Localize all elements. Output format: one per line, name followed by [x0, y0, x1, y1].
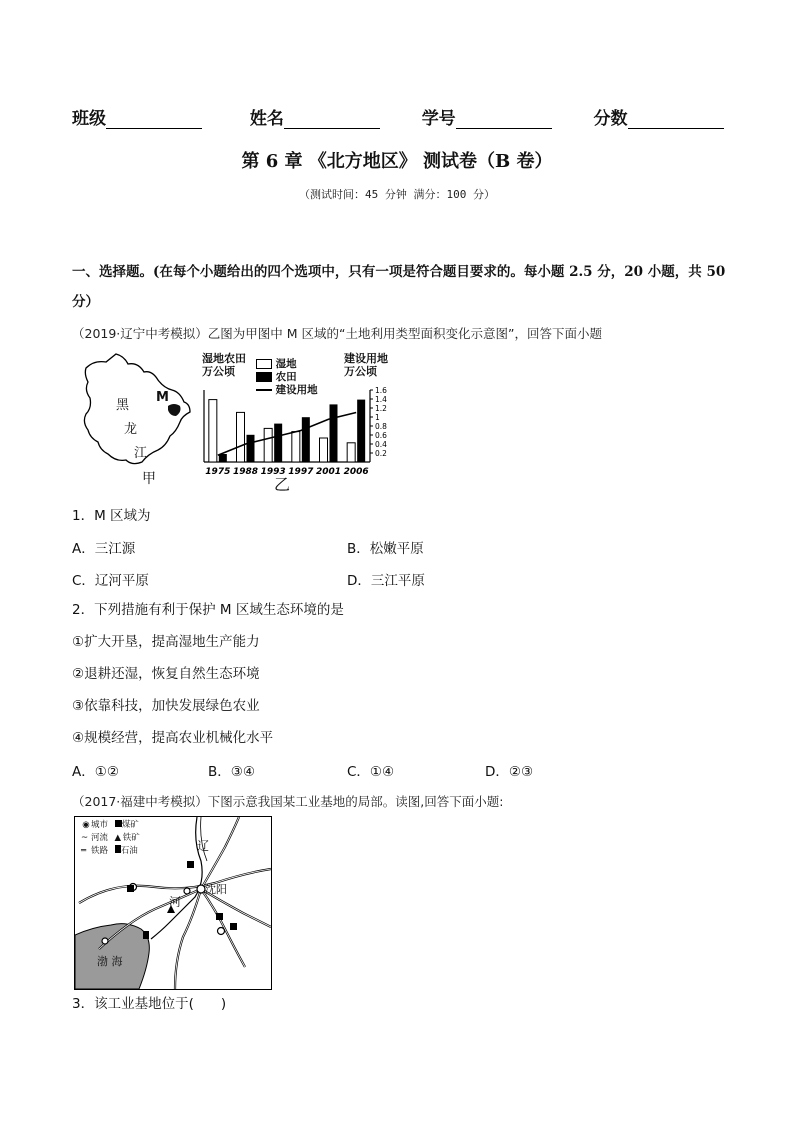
- q2-option-b[interactable]: B．③④: [208, 764, 255, 780]
- right-tick-label: 1.4: [375, 395, 387, 404]
- map2-label-liao: 辽: [197, 839, 210, 853]
- id-blank[interactable]: [456, 110, 552, 129]
- chart-plot: [198, 352, 413, 494]
- map2-label-shenyang: 沈阳: [205, 883, 227, 896]
- q1-stem: 1．M 区域为: [72, 508, 151, 524]
- wetland-bar: [209, 400, 217, 462]
- legend-city: 城市: [91, 820, 109, 830]
- farmland-bar: [274, 424, 282, 462]
- q2-statement-1: ①扩大开垦，提高湿地生产能力: [72, 634, 260, 650]
- map-label-hei: 黑: [116, 398, 130, 413]
- name-label: 姓名: [249, 109, 284, 129]
- right-tick-label: 0.2: [375, 449, 387, 458]
- q2-option-d[interactable]: D．②③: [485, 764, 534, 780]
- city-symbol-icon: ◉: [82, 820, 90, 830]
- legend-farmland: 农田: [275, 371, 297, 383]
- map2-legend: [81, 819, 140, 858]
- right-tick-label: 0.4: [375, 440, 387, 449]
- x-tick-label: 2001: [315, 467, 342, 477]
- right-tick-label: 0.8: [375, 422, 387, 431]
- student-info-line: [72, 104, 724, 129]
- q2-option-a[interactable]: A．①②: [72, 764, 119, 780]
- score-blank[interactable]: [628, 110, 724, 129]
- rail-symbol-icon: ═: [81, 846, 87, 856]
- x-tick-label: 2006: [343, 467, 369, 477]
- map-label-m: M: [156, 390, 169, 405]
- x-tick-label: 1975: [205, 467, 231, 477]
- q2-option-c[interactable]: C．①④: [347, 764, 395, 780]
- q1-option-a[interactable]: A．三江源: [72, 541, 136, 557]
- x-tick-label: 1988: [232, 467, 259, 477]
- left-axis-title-2: 万公顷: [202, 365, 235, 378]
- right-tick-label: 1.6: [375, 386, 387, 395]
- wetland-bar: [237, 412, 245, 462]
- legend-oil: 石油: [120, 846, 138, 856]
- q2-statement-2: ②退耕还湿，恢复自然生态环境: [72, 666, 260, 682]
- right-tick-label: 1.2: [375, 404, 387, 413]
- page-title: 第 6 章 《北方地区》 测试卷（B 卷）: [241, 151, 553, 172]
- wetland-bar: [347, 443, 355, 462]
- legend-river: 河流: [91, 833, 109, 843]
- score-label: 分数: [593, 109, 628, 129]
- section-heading-line1: 一、选择题。(在每个小题给出的四个选项中，只有一项是符合题目要求的。每小题 2.5 分，20 小题，共 50: [72, 264, 726, 280]
- right-tick-label: 1: [375, 413, 380, 422]
- legend-construction: 建设用地: [275, 384, 318, 396]
- land-use-chart: [198, 352, 413, 494]
- group2-source: （2017·福建中考模拟）下图示意我国某工业基地的局部。读图,回答下面小题:: [72, 794, 504, 809]
- map-caption-jia: 甲: [142, 471, 156, 487]
- legend-rail: 铁路: [91, 846, 109, 856]
- iron-symbol-icon: ▲: [114, 833, 121, 843]
- q1-option-b[interactable]: B．松嫩平原: [347, 541, 424, 557]
- section-heading-line2: 分）: [72, 294, 99, 310]
- legend-coal: 煤矿: [121, 820, 139, 830]
- coal-symbol-icon: [115, 820, 122, 827]
- group1-source: （2019·辽宁中考模拟）乙图为甲图中 M 区域的“土地利用类型面积变化示意图”，回答下面小题: [72, 326, 602, 341]
- x-tick-label: 1997: [288, 467, 314, 477]
- right-axis-title-1: 建设用地: [344, 352, 388, 365]
- wetland-bar: [320, 438, 328, 462]
- q2-statement-4: ④规模经营，提高农业机械化水平: [72, 730, 274, 746]
- map2-label-bohai: 渤 海: [97, 955, 123, 968]
- x-tick-label: 1993: [260, 467, 286, 477]
- right-axis-title-2: 万公顷: [344, 365, 377, 378]
- section-heading: [72, 257, 732, 317]
- farmland-bar: [247, 435, 255, 462]
- id-label: 学号: [421, 109, 456, 129]
- river-symbol-icon: ~: [81, 833, 89, 843]
- legend-wetland: 湿地: [275, 358, 297, 370]
- farmland-bar: [302, 417, 310, 462]
- q1-option-c[interactable]: C．辽河平原: [72, 573, 149, 589]
- chart-caption-yi: 乙: [274, 475, 291, 494]
- right-tick-label: 0.6: [375, 431, 387, 440]
- map2-label-he: 河: [169, 895, 182, 909]
- legend-iron: 铁矿: [122, 833, 140, 843]
- q2-statement-3: ③依靠科技，加快发展绿色农业: [72, 698, 260, 714]
- left-axis-title-1: 湿地农田: [202, 352, 246, 365]
- name-blank[interactable]: [284, 110, 380, 129]
- industrial-base-map: [74, 816, 272, 990]
- q1-option-d[interactable]: D．三江平原: [347, 573, 425, 589]
- map-label-long: 龙: [124, 422, 138, 437]
- class-blank[interactable]: [106, 110, 202, 129]
- page-subtitle: （测试时间：45 分钟 满分：100 分）: [299, 188, 495, 201]
- heilongjiang-map: [72, 350, 202, 490]
- q3-stem: 3．该工业基地位于( ): [72, 996, 227, 1012]
- wetland-bar: [264, 428, 272, 462]
- class-label: 班级: [72, 109, 106, 129]
- farmland-bar: [330, 404, 338, 462]
- farmland-bar: [357, 400, 365, 462]
- map-label-jiang: 江: [134, 446, 148, 461]
- q2-stem: 2．下列措施有利于保护 M 区域生态环境的是: [72, 602, 344, 618]
- wetland-bar: [292, 432, 300, 462]
